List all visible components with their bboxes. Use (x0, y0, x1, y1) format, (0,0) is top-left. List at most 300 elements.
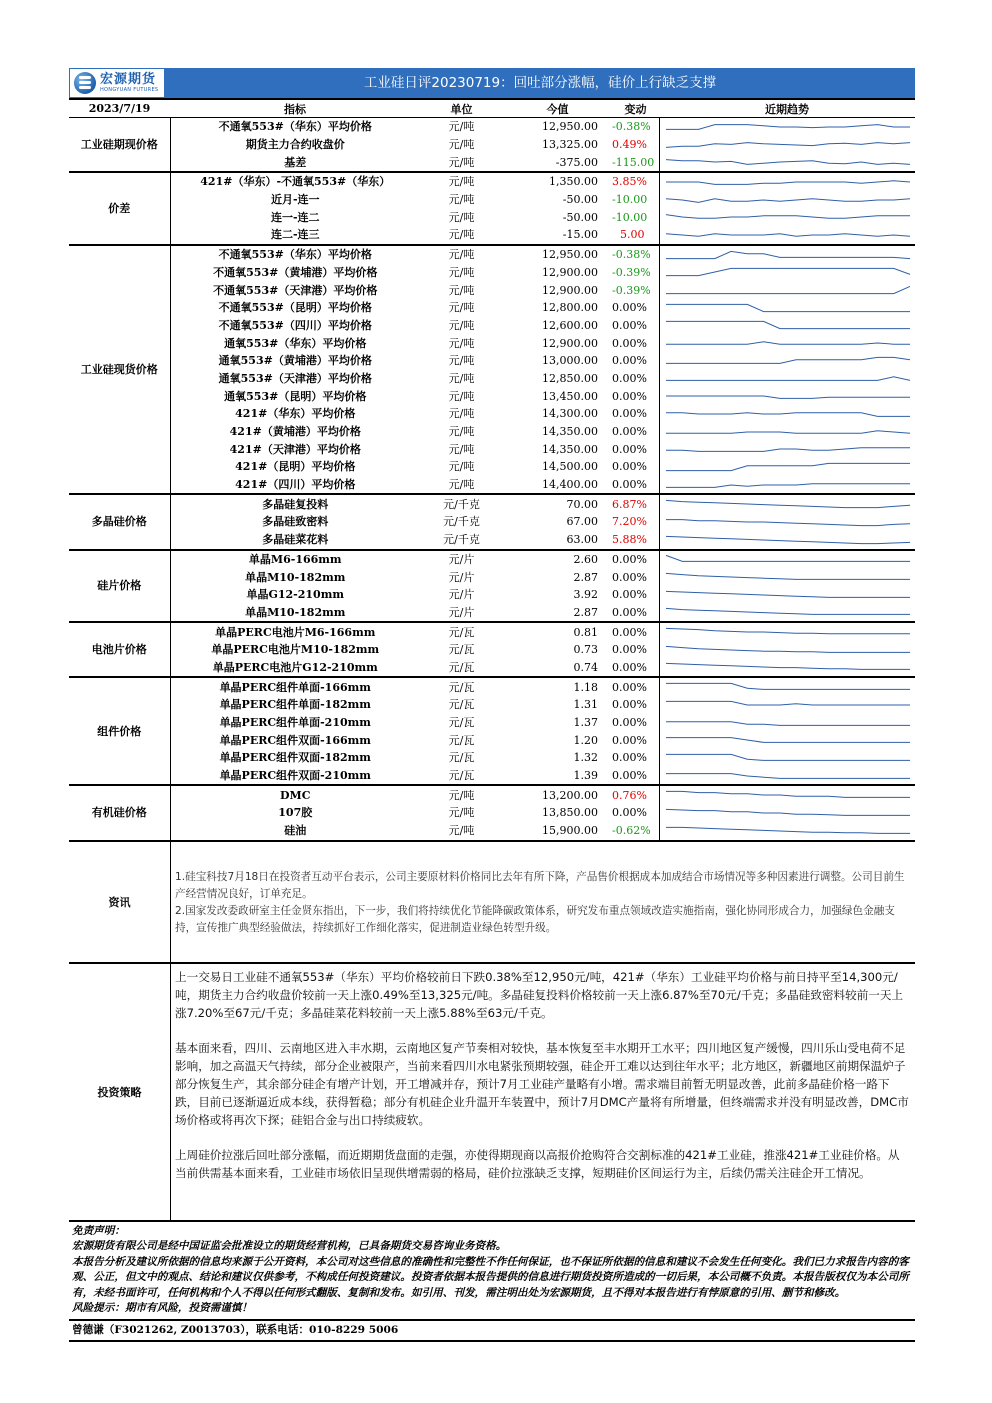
unit-cell: 元/吨 (420, 153, 503, 172)
indicator-name: 通氧553#（天津港）平均价格 (218, 371, 372, 385)
indicator-name: 单晶PERC组件单面-166mm (219, 680, 371, 694)
trend-cell (659, 641, 915, 659)
trend-line (666, 396, 910, 398)
trend-sparkline (660, 459, 916, 475)
value-cell: 63.00 (503, 531, 612, 550)
indicator-name: 不通氧553#（四川）平均价格 (218, 318, 372, 332)
change-cell: 0.49% (612, 138, 647, 152)
table-row (69, 440, 915, 458)
trend-cell (659, 494, 915, 513)
value-cell: 12,900.00 (542, 265, 598, 279)
trend-cell (659, 476, 915, 495)
table-row (69, 641, 915, 659)
change-cell: 0.00% (612, 407, 647, 421)
trend-line (666, 773, 910, 778)
trend-sparkline (660, 642, 916, 658)
table-row (69, 476, 915, 495)
trend-cell (659, 804, 915, 822)
unit-cell: 元/瓦 (448, 680, 475, 694)
trend-line (666, 721, 910, 725)
trend-line (666, 160, 910, 165)
disclaimer-title: 免责声明： (72, 1224, 125, 1237)
trend-cell (659, 714, 915, 732)
value-cell: 12,850.00 (542, 371, 598, 385)
trend-cell (659, 423, 915, 441)
disclaimer-text: 本报告分析及建议所依据的信息均来源于公开资料，本公司对这些信息的准确性和完整性不作任何保证，也不保证所依据的信息和建议不会发生任何变化。我们已力求报告内容的客观、公正，但文中的观点、结论和建议仅供参考，不构成任何投资建议。投资者依据本报告提供的信息进行期货投资所造成的一切后果，本公司概不负责。本报告版权仅为本公司所有，未经书面许可，任何机构和个人不得以任何形式翻版、复制和发布。如引用、刊发，需注明出处为宏源期货，且不得对本报告进行有悖原意的引用、删节和修改。 (72, 1255, 909, 1299)
trend-cell (659, 586, 915, 604)
value-cell: 1.32 (573, 751, 598, 765)
indicator-name: 不通氧553#（华东）平均价格 (218, 248, 372, 262)
trend-cell (659, 370, 915, 388)
indicator-name: 多晶硅致密料 (262, 515, 329, 529)
analyst-contact: 曾德谦（F3021262, Z0013703），联系电话：010-8229 5006 (69, 1321, 915, 1342)
trend-sparkline (660, 370, 916, 386)
value-cell: 3.92 (573, 588, 598, 602)
table-row (69, 586, 915, 604)
table-row (69, 352, 915, 370)
table-row (69, 822, 915, 841)
trend-sparkline (660, 300, 916, 316)
trend-sparkline (660, 388, 916, 404)
table-row (69, 281, 915, 299)
trend-line (666, 430, 910, 432)
value-cell: 70.00 (566, 497, 598, 511)
table-row (69, 334, 915, 352)
unit-cell: 元/吨 (448, 283, 475, 297)
table-row (69, 405, 915, 423)
change-cell: 0.00% (612, 371, 647, 385)
table-row (69, 804, 915, 822)
trend-line (666, 520, 910, 526)
value-cell: 2.60 (573, 552, 598, 566)
news-section (69, 842, 915, 964)
trend-line (666, 215, 910, 219)
unit-cell: 元/吨 (420, 822, 503, 841)
table-row (69, 731, 915, 749)
trend-line (666, 251, 910, 258)
table-row (69, 494, 915, 513)
change-cell: -0.39% (612, 283, 651, 297)
value-cell: 13,325.00 (542, 138, 598, 152)
trend-line (666, 198, 910, 202)
value-cell: 1.18 (573, 680, 598, 694)
change-cell: -10.00 (612, 210, 648, 224)
trend-cell (659, 622, 915, 641)
table-row (69, 317, 915, 335)
trend-line (666, 304, 910, 311)
trend-cell (659, 731, 915, 749)
indicator-name: 421#（四川）平均价格 (170, 476, 420, 495)
unit-cell: 元/瓦 (420, 659, 503, 678)
trend-sparkline (660, 264, 916, 280)
change-cell: 0.00% (612, 442, 647, 456)
indicator-name: 单晶PERC电池片M6-166mm (215, 625, 376, 639)
trend-cell (659, 677, 915, 696)
change-cell: 0.00% (612, 659, 659, 678)
indicator-name: 421#（天津港）平均价格 (229, 442, 361, 456)
indicator-name: 107胶 (278, 806, 313, 820)
trend-cell (659, 387, 915, 405)
trend-sparkline (660, 587, 916, 603)
change-cell: 0.00% (612, 767, 659, 786)
value-cell: 12,950.00 (542, 248, 598, 262)
unit-cell: 元/瓦 (448, 716, 475, 730)
unit-cell: 元/吨 (448, 442, 475, 456)
unit-cell: 元/吨 (448, 407, 475, 421)
change-cell: 0.00% (612, 625, 647, 639)
strategy-paragraph: 上周硅价拉涨后回吐部分涨幅，而近期期货盘面的走强，亦使得期现商以高报价抢购符合交割标准的421#工业硅，推涨421#工业硅价格。从当前供需基本面来看，工业硅市场依旧呈现供增需弱的格局，硅价拉涨缺乏支撑，短期硅价区间运行为主，后续仍需关注硅企开工情况。 (175, 1147, 900, 1180)
change-cell: 0.76% (612, 788, 647, 802)
column-value: 今值 (503, 99, 612, 118)
value-cell: 1,350.00 (549, 175, 598, 189)
trend-cell (659, 568, 915, 586)
unit-cell: 元/吨 (448, 354, 475, 368)
unit-cell: 元/吨 (420, 476, 503, 495)
table-row (69, 264, 915, 282)
category-label: 电池片价格 (69, 622, 170, 677)
trend-line (666, 792, 910, 798)
trend-cell (659, 352, 915, 370)
price-table (69, 98, 915, 842)
table-row (69, 172, 915, 191)
unit-cell: 元/吨 (448, 301, 475, 315)
trend-line (666, 234, 910, 236)
unit-cell: 元/吨 (448, 371, 475, 385)
trend-cell (659, 604, 915, 623)
trend-sparkline (660, 424, 916, 440)
unit-cell: 元/瓦 (448, 698, 475, 712)
change-cell: -0.39% (612, 265, 651, 279)
change-cell: 0.00% (612, 680, 647, 694)
trend-sparkline (660, 174, 916, 190)
table-row (69, 513, 915, 531)
indicator-name: 单晶G12-210mm (246, 588, 344, 602)
change-cell: 0.00% (612, 425, 647, 439)
trend-line (666, 322, 910, 329)
table-row (69, 696, 915, 714)
trend-line (666, 536, 910, 543)
unit-cell: 元/瓦 (420, 767, 503, 786)
table-header-row (69, 99, 915, 118)
change-cell: 5.00 (612, 226, 659, 245)
logo-globe-icon (74, 72, 96, 94)
unit-cell: 元/吨 (448, 265, 475, 279)
trend-sparkline (660, 514, 916, 530)
unit-cell: 元/吨 (448, 460, 475, 474)
unit-cell: 元/吨 (448, 210, 475, 224)
value-cell: 14,400.00 (503, 476, 612, 495)
indicator-name: 单晶M10-182mm (245, 570, 346, 584)
trend-line (666, 124, 910, 129)
trend-line (666, 827, 910, 833)
unit-cell: 元/瓦 (448, 751, 475, 765)
indicator-name: 通氧553#（黄埔港）平均价格 (218, 354, 372, 368)
table-row (69, 767, 915, 786)
trend-line (666, 142, 910, 147)
indicator-name: 不通氧553#（天津港）平均价格 (213, 283, 378, 297)
value-cell: 67.00 (566, 515, 598, 529)
value-cell: 1.37 (573, 716, 598, 730)
unit-cell: 元/吨 (420, 226, 503, 245)
trend-cell (659, 208, 915, 226)
trend-sparkline (660, 715, 916, 731)
change-cell: 0.00% (612, 698, 647, 712)
change-cell: 0.00% (612, 336, 647, 350)
table-row (69, 785, 915, 804)
indicator-name: 近月-连一 (270, 193, 320, 207)
strategy-paragraph: 基本面来看，四川、云南地区进入丰水期，云南地区复产节奏相对较快，基本恢复至丰水期开工水平；四川地区复产缓慢，四川乐山受电荷不足影响，加之高温天气持续，部分企业被限产，当前来看四川水电紧张预期较强，硅企开工难以达到往年水平；北方地区，新疆地区前期保温炉子部分恢复生产，其余部分硅企有增产计划，开工增减并存，预计7月工业硅产量略有小增。需求端目前暂无明显改善，此前多晶硅价格一路下跌，目前已逐渐逼近成本线，获得暂稳；部分有机硅企业升温开车装置中，预计7月DMC产量将有所增量，但终端需求并没有明显改善，DMC市场价格或将再次下探；硅铝合金与出口持续疲软。 (175, 1040, 909, 1127)
indicator-name: 单晶PERC组件双面-166mm (219, 733, 371, 747)
trend-line (666, 738, 910, 743)
indicator-name: 421#（华东）平均价格 (235, 407, 356, 421)
indicator-name: 421#（昆明）平均价格 (235, 460, 356, 474)
unit-cell: 元/千克 (443, 497, 480, 511)
category-label: 有机硅价格 (69, 785, 170, 840)
unit-cell: 元/片 (420, 604, 503, 623)
change-cell: -115.00 (612, 153, 659, 172)
company-logo (69, 68, 165, 98)
table-row (69, 118, 915, 136)
category-label: 价差 (69, 172, 170, 245)
value-cell: 2.87 (503, 604, 612, 623)
trend-cell (659, 153, 915, 172)
trend-line (666, 701, 910, 705)
trend-sparkline (660, 805, 916, 821)
table-row (69, 604, 915, 623)
trend-line (666, 501, 910, 508)
indicator-name: 单晶PERC电池片G12-210mm (170, 659, 420, 678)
indicator-name: 硅油 (170, 822, 420, 841)
category-label: 组件价格 (69, 677, 170, 785)
trend-cell (659, 118, 915, 136)
trend-line (666, 357, 910, 363)
trend-line (666, 809, 910, 815)
trend-sparkline (660, 353, 916, 369)
trend-cell (659, 317, 915, 335)
trend-line (666, 483, 910, 487)
trend-sparkline (660, 154, 916, 170)
change-cell: 0.00% (612, 806, 647, 820)
change-cell: 0.00% (612, 716, 647, 730)
table-row (69, 531, 915, 550)
indicator-name: 单晶M6-166mm (248, 552, 342, 566)
logo-name: 宏源期货 (100, 72, 157, 87)
unit-cell: 元/吨 (448, 389, 475, 403)
trend-sparkline (660, 282, 916, 298)
trend-cell (659, 785, 915, 804)
value-cell: 14,350.00 (542, 442, 598, 456)
category-label: 工业硅期现价格 (69, 118, 170, 173)
table-row (69, 659, 915, 678)
trend-cell (659, 281, 915, 299)
value-cell: 13,000.00 (542, 354, 598, 368)
unit-cell: 元/片 (448, 570, 475, 584)
table-row (69, 677, 915, 696)
trend-line (666, 591, 910, 597)
trend-sparkline (660, 247, 916, 263)
trend-line (666, 754, 910, 760)
unit-cell: 元/片 (448, 552, 475, 566)
trend-sparkline (660, 624, 916, 640)
change-cell: 5.88% (612, 531, 659, 550)
table-row (69, 749, 915, 767)
unit-cell: 元/千克 (420, 531, 503, 550)
trend-sparkline (660, 750, 916, 766)
table-row (69, 423, 915, 441)
change-cell: -0.38% (612, 248, 651, 262)
change-cell: 0.00% (612, 604, 659, 623)
indicator-name: 基差 (170, 153, 420, 172)
indicator-name: 单晶PERC组件单面-182mm (219, 698, 371, 712)
trend-sparkline (660, 551, 916, 567)
trend-sparkline (660, 137, 916, 153)
change-cell: 0.00% (612, 570, 647, 584)
indicator-name: 单晶PERC组件双面-210mm (170, 767, 420, 786)
trend-cell (659, 659, 915, 678)
trend-cell (659, 245, 915, 264)
news-item: 1.硅宝科技7月18日在投资者互动平台表示，公司主要原材料价格同比去年有所下降，产品售价根据成本加成结合市场情况等多种因素进行调整。公司目前生产经营情况良好，订单充足。 (175, 870, 905, 900)
table-row (69, 387, 915, 405)
table-row (69, 153, 915, 172)
change-cell: 0.00% (612, 552, 647, 566)
column-indicator: 指标 (170, 99, 420, 118)
indicator-name: 连二-连三 (170, 226, 420, 245)
strategy-paragraph: 上一交易日工业硅不通氧553#（华东）平均价格较前日下跌0.38%至12,950元/吨，421#（华东）工业硅平均价格与前日持平至14,300元/吨，期货主力合约收盘价较前一天上涨0.49%至13,325元/吨。多晶硅复投料价格较前一天上涨6.87%至70元/千克；多晶硅致密料较前一天上涨7.20%至67元/千克；多晶硅菜花料较前一天上涨5.88%至63元/千克。 (175, 969, 904, 1020)
unit-cell: 元/瓦 (448, 625, 475, 639)
value-cell: 2.87 (573, 570, 598, 584)
unit-cell: 元/吨 (448, 425, 475, 439)
indicator-name: 421#（华东）-不通氧553#（华东） (200, 175, 391, 189)
trend-cell (659, 136, 915, 154)
trend-cell (659, 405, 915, 423)
logo-english-name: HONGYUAN FUTURES (100, 87, 159, 93)
change-cell: 3.85% (612, 175, 647, 189)
table-row (69, 208, 915, 226)
trend-cell (659, 172, 915, 191)
unit-cell: 元/吨 (448, 318, 475, 332)
table-row (69, 299, 915, 317)
table-row (69, 191, 915, 209)
trend-cell (659, 513, 915, 531)
trend-sparkline (660, 659, 916, 675)
trend-sparkline (660, 192, 916, 208)
indicator-name: 通氧553#（昆明）平均价格 (224, 389, 367, 403)
value-cell: -375.00 (503, 153, 612, 172)
indicator-name: 期货主力合约收盘价 (245, 138, 345, 152)
strategy-section (69, 964, 915, 1222)
change-cell: 0.00% (612, 643, 647, 657)
change-cell: -0.38% (612, 120, 651, 134)
table-row (69, 568, 915, 586)
value-cell: 0.74 (503, 659, 612, 678)
strategy-category: 投资策略 (69, 964, 171, 1220)
report-header (69, 68, 915, 98)
trend-sparkline (660, 823, 916, 839)
value-cell: 14,350.00 (542, 425, 598, 439)
value-cell: 13,200.00 (542, 788, 598, 802)
trend-cell (659, 334, 915, 352)
trend-line (666, 664, 910, 670)
trend-line (666, 377, 910, 381)
value-cell: 1.39 (503, 767, 612, 786)
value-cell: 14,500.00 (542, 460, 598, 474)
risk-warning: 风险提示：期市有风险，投资需谨慎！ (72, 1302, 253, 1314)
trend-line (666, 286, 910, 293)
change-cell: 6.87% (612, 497, 647, 511)
indicator-name: 连一-连二 (270, 210, 320, 224)
unit-cell: 元/千克 (443, 515, 480, 529)
trend-sparkline (660, 697, 916, 713)
change-cell: 0.00% (612, 733, 647, 747)
report-date: 2023/7/19 (69, 99, 170, 118)
trend-line (666, 181, 910, 185)
trend-sparkline (660, 768, 916, 784)
indicator-name: 单晶PERC电池片M10-182mm (211, 643, 380, 657)
news-category: 资讯 (69, 842, 171, 962)
table-row (69, 370, 915, 388)
unit-cell: 元/吨 (448, 248, 475, 262)
change-cell: 0.00% (612, 389, 647, 403)
column-change: 变动 (612, 99, 659, 118)
disclaimer-text: 宏源期货有限公司是经中国证监会批准设立的期货经营机构，已具备期货交易咨询业务资格。 (72, 1240, 507, 1252)
unit-cell: 元/片 (448, 588, 475, 602)
indicator-name: 单晶PERC组件双面-182mm (219, 751, 371, 765)
change-cell: 0.00% (612, 460, 647, 474)
indicator-name: 单晶PERC组件单面-210mm (219, 716, 371, 730)
trend-sparkline (660, 227, 916, 243)
value-cell: 14,300.00 (542, 407, 598, 421)
trend-line (666, 413, 910, 417)
trend-cell (659, 264, 915, 282)
change-cell: 0.00% (612, 751, 647, 765)
trend-sparkline (660, 406, 916, 422)
trend-line (666, 646, 910, 652)
change-cell: 0.00% (612, 476, 659, 495)
value-cell: 12,600.00 (542, 318, 598, 332)
trend-sparkline (660, 532, 916, 548)
indicator-name: 单晶M10-182mm (170, 604, 420, 623)
trend-cell (659, 550, 915, 569)
table-row (69, 226, 915, 245)
trend-sparkline (660, 317, 916, 333)
disclaimer (69, 1222, 915, 1321)
trend-sparkline (660, 209, 916, 225)
report-page (69, 68, 915, 1342)
table-row (69, 622, 915, 641)
category-label: 硅片价格 (69, 550, 170, 623)
trend-sparkline (660, 679, 916, 695)
indicator-name: DMC (280, 788, 311, 802)
value-cell: 13,850.00 (542, 806, 598, 820)
trend-sparkline (660, 569, 916, 585)
trend-cell (659, 191, 915, 209)
table-row (69, 245, 915, 264)
trend-sparkline (660, 496, 916, 512)
table-row (69, 714, 915, 732)
indicator-name: 不通氧553#（华东）平均价格 (218, 120, 372, 134)
trend-line (666, 628, 910, 633)
trend-sparkline (660, 335, 916, 351)
value-cell: 12,950.00 (542, 120, 598, 134)
category-label: 多晶硅价格 (69, 494, 170, 549)
trend-cell (659, 822, 915, 841)
indicator-name: 多晶硅复投料 (262, 497, 329, 511)
trend-line (666, 556, 910, 562)
value-cell: 1.20 (573, 733, 598, 747)
value-cell: 12,900.00 (542, 336, 598, 350)
value-cell: -50.00 (562, 210, 598, 224)
trend-sparkline (660, 604, 916, 620)
